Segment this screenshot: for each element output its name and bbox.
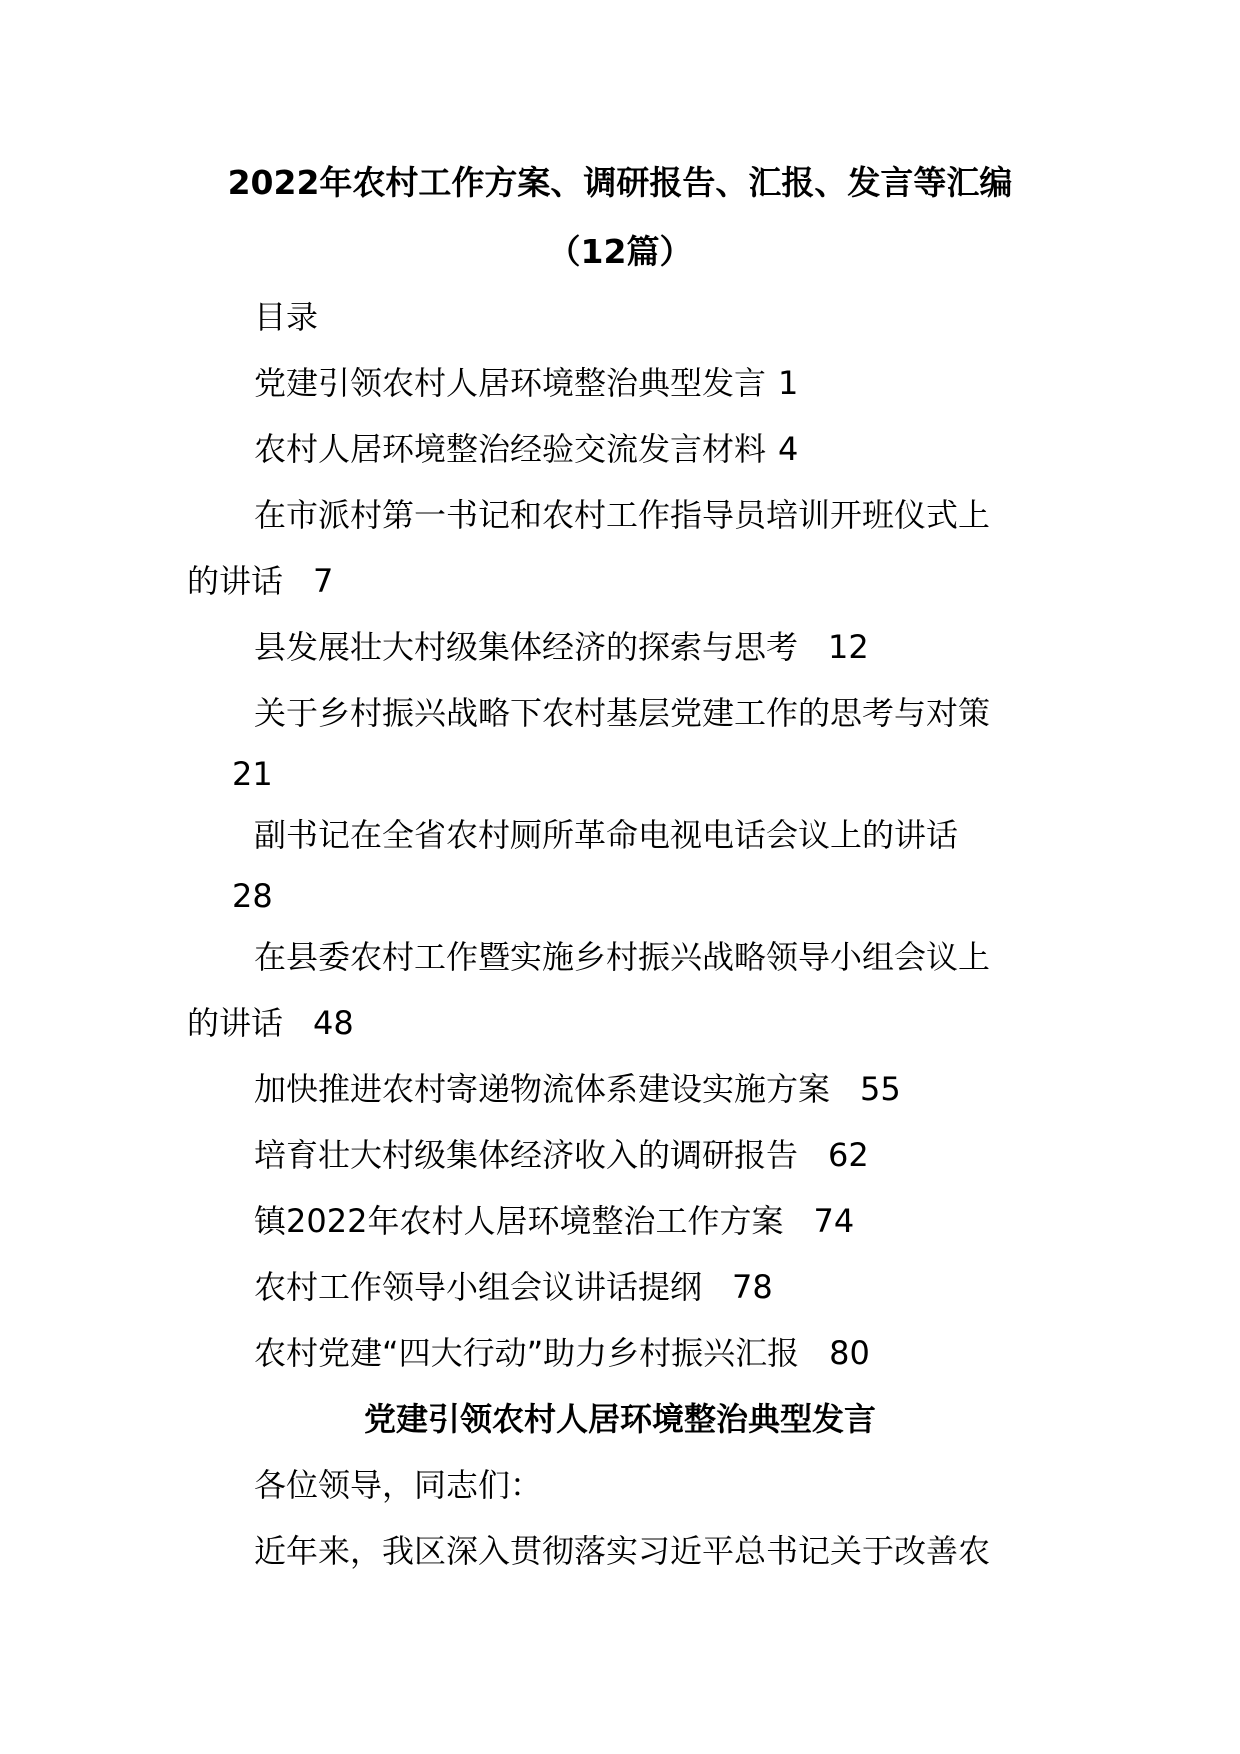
- toc-item-page: 80: [829, 1334, 870, 1372]
- section-title: 党建引领农村人居环境整治典型发言: [363, 1400, 876, 1438]
- toc-item-text: 农村工作领导小组会议讲话提纲: [254, 1268, 703, 1306]
- toc-item-page: 62: [828, 1136, 869, 1174]
- toc-item-text: 的讲话: [187, 562, 284, 600]
- toc-item-text: 党建引领农村人居环境整治典型发言: [254, 364, 767, 402]
- document-title-line1: 2022年农村工作方案、调研报告、汇报、发言等汇编: [227, 163, 1013, 202]
- toc-item-line1: 在县委农村工作暨实施乡村振兴战略领导小组会议上: [254, 938, 991, 976]
- toc-item-text: 培育壮大村级集体经济收入的调研报告: [254, 1136, 799, 1174]
- toc-item-text: 加快推进农村寄递物流体系建设实施方案: [254, 1070, 831, 1108]
- toc-item: [254, 1333, 870, 1373]
- toc-item: [254, 429, 798, 469]
- toc-item-line2: [187, 561, 333, 601]
- salutation: 各位领导，同志们：: [254, 1466, 543, 1504]
- body-paragraph: 近年来，我区深入贯彻落实习近平总书记关于改善农: [254, 1532, 991, 1570]
- toc-item-page: 28: [232, 877, 273, 915]
- toc-item: [254, 363, 798, 403]
- toc-item: [254, 1135, 869, 1175]
- toc-heading: 目录: [254, 298, 319, 336]
- toc-item: [254, 1069, 901, 1109]
- toc-item: [254, 1267, 773, 1307]
- toc-item-text: 农村党建“四大行动”助力乡村振兴汇报: [254, 1334, 800, 1372]
- toc-item-page: 21: [232, 755, 273, 793]
- toc-item-line1: 关于乡村振兴战略下农村基层党建工作的思考与对策: [254, 694, 991, 732]
- toc-item-page: 12: [828, 628, 869, 666]
- toc-item-page: 74: [813, 1202, 855, 1240]
- toc-item-line1: 副书记在全省农村厕所革命电视电话会议上的讲话: [254, 816, 959, 854]
- toc-item-line2: [187, 1003, 354, 1043]
- toc-item-page: 48: [313, 1004, 354, 1042]
- toc-item-page: 55: [860, 1070, 901, 1108]
- toc-item-text: 镇2022年农村人居环境整治工作方案: [254, 1202, 784, 1240]
- toc-item: [254, 1201, 854, 1241]
- toc-item-page: 7: [313, 562, 334, 600]
- toc-item: [254, 627, 869, 667]
- toc-item-page: 1: [778, 364, 799, 402]
- document-title-line2: （12篇）: [547, 232, 693, 271]
- toc-item-line1: 在市派村第一书记和农村工作指导员培训开班仪式上: [254, 496, 991, 534]
- toc-item-page: 78: [732, 1268, 773, 1306]
- toc-item-text: 县发展壮大村级集体经济的探索与思考: [254, 628, 799, 666]
- toc-item-text: 的讲话: [187, 1004, 284, 1042]
- toc-item-page: 4: [778, 430, 799, 468]
- toc-item-text: 农村人居环境整治经验交流发言材料: [254, 430, 767, 468]
